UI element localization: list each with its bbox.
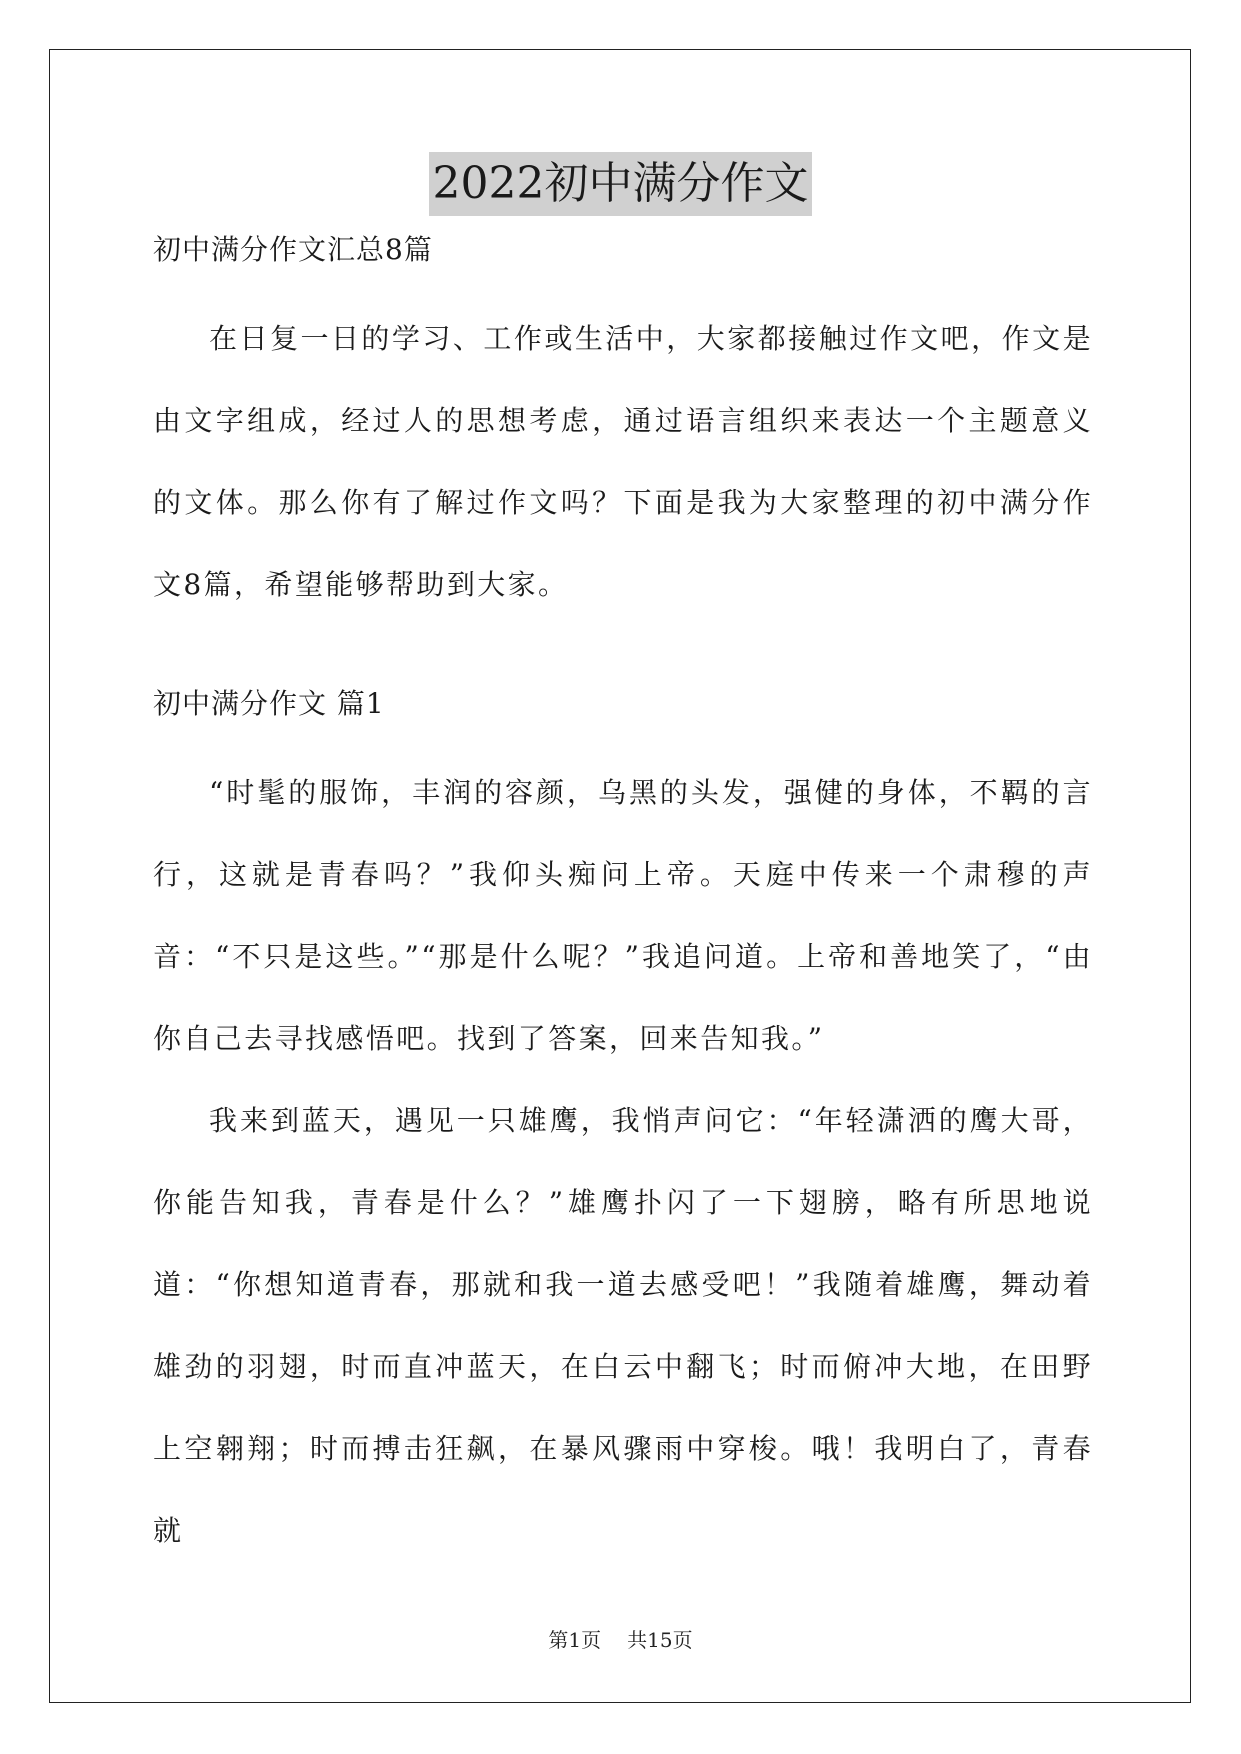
- page-number: 第1页: [548, 1628, 602, 1652]
- document-subtitle: 初中满分作文汇总8篇: [153, 233, 433, 266]
- page-footer: [0, 1628, 1241, 1652]
- intro-paragraph: 在日复一日的学习、工作或生活中，大家都接触过作文吧，作文是由文字组成，经过人的思想考虑，通过语言组织来表达一个主题意义的文体。那么你有了解过作文吗？下面是我为大家整理的初中满分作文8篇，希望能够帮助到大家。: [153, 322, 1093, 601]
- section-heading: 初中满分作文 篇1: [153, 687, 385, 720]
- page-total: 共15页: [627, 1628, 693, 1652]
- title-wrapper: [0, 152, 1241, 216]
- document-title: 2022初中满分作文: [429, 152, 813, 216]
- body-paragraph-1: “时髦的服饰，丰润的容颜，乌黑的头发，强健的身体，不羁的言行，这就是青春吗？”我仰头痴问上帝。天庭中传来一个肃穆的声音：“不只是这些。”“那是什么呢？”我追问道。上帝和善地笑了，“由你自己去寻找感悟吧。找到了答案，回来告知我。”: [153, 776, 1093, 1055]
- document-body: [153, 230, 1093, 1572]
- body-paragraph-2: 我来到蓝天，遇见一只雄鹰，我悄声问它：“年轻潇洒的鹰大哥，你能告知我，青春是什么？”雄鹰扑闪了一下翅膀，略有所思地说道：“你想知道青春，那就和我一道去感受吧！”我随着雄鹰，舞动着雄劲的羽翅，时而直冲蓝天，在白云中翻飞；时而俯冲大地，在田野上空翱翔；时而搏击狂飙，在暴风骤雨中穿梭。哦！我明白了，青春就: [153, 1104, 1093, 1547]
